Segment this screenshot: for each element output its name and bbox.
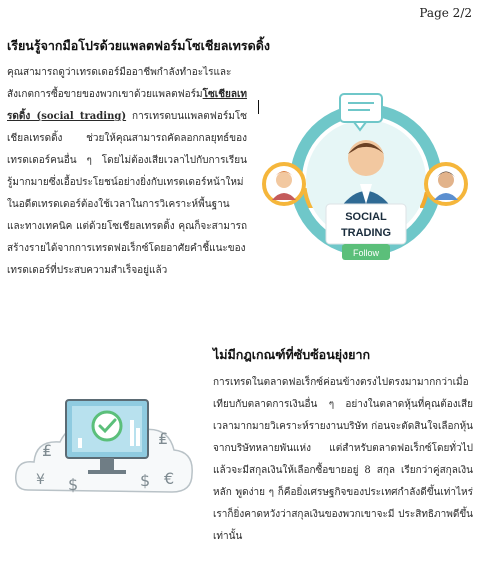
check-icon (93, 412, 121, 440)
banner-line-1: SOCIAL (345, 211, 387, 223)
dollar-icon: $ (68, 475, 79, 494)
banner-line-2: TRADING (340, 227, 392, 239)
euro-icon: € (164, 469, 175, 488)
page-number: Page 2/2 (419, 6, 472, 20)
social-trading-link[interactable]: โซเชียลเทรดดิ้ง (social trading) (7, 89, 248, 122)
trader-avatar-right (426, 164, 466, 204)
yen-icon: ¥ (36, 472, 45, 488)
follow-button-label: Follow (352, 248, 380, 258)
pound-icon: ₤ (42, 441, 53, 460)
pound-icon-right: ₤ (158, 429, 169, 448)
dollar-icon-right: $ (140, 471, 151, 490)
social-trading-illustration (262, 88, 470, 264)
text-cursor (258, 100, 259, 114)
follow-button[interactable] (342, 244, 390, 260)
paragraph-text-after: การเทรดบนแพลตฟอร์มโซเชียลเทรดดิ้ง ช่วยให้คุณสามารถคัดลอกกลยุทธ์ของเทรดเดอร์คนอื่น ๆ โดยไม่ต้องเสียเวลาไปกับการเรียนรู้มากมายซึ่งเอื้อประโยชน์อย่างยิ่งกับเทรดเดอร์หน้าใหม่ ในอดีตเทรดเดอร์ต้องใช้เวลาในการวิเคราะห์พื้นฐานและทางเทคนิค แต่ด้วยโซเชียลเทรดดิ้ง คุณก็จะสามารถสร้างรายได้จากการเทรดฟอเร็กซ์โดยอาศัยคำชี้แนะของเทรดเดอร์ที่ประสบความสำเร็จอยู่แล้ว (7, 111, 247, 276)
social-trading-paragraph (7, 62, 247, 282)
paragraph-text-before: คุณสามารถดูว่าเทรดเดอร์มืออาชีพกำลังทำอะไรและสังเกตการซื้อขายของพวกเขาด้วยแพลตฟอร์ม (7, 67, 232, 100)
no-complex-rules-paragraph: การเทรดในตลาดฟอเร็กซ์ค่อนข้างตรงไปตรงมามากกว่าเมื่อเทียบกับตลาดการเงินอื่น ๆ อย่างในตลาดหุ้นที่คุณต้องเสียเวลามากมายวิเคราะห์รายงานบริษัท ก่อนจะตัดสินใจเลือกหุ้นจากบริษัทหลายพันแห่ง แต่สำหรับตลาดฟอเร็กซ์โดยทั่วไปแล้วจะมีสกุลเงินให้เลือกซื้อขายอยู่ 8 สกุล เรียกว่าคู่สกุลเงินหลัก พูดง่าย ๆ ก็คือยิ่งเศรษฐกิจของประเทศกำลังดีขึ้นเท่าไหร่เราก็ยิ่งคาดหวังว่าสกุลเงินของพวกเขาจะมี ประสิทธิภาพดีขึ้นเท่านั้น (213, 377, 473, 542)
section-heading-social-trading: เรียนรู้จากมือโปรด้วยแพลตฟอร์มโซเชียลเทรดดิ้ง (7, 38, 270, 53)
social-trading-banner (326, 204, 406, 244)
trader-avatar-left (264, 164, 304, 204)
section-heading-no-complex-rules: ไม่มีกฎเกณฑ์ที่ซับซ้อนยุ่งยาก (213, 347, 371, 362)
forex-monitor-illustration (8, 380, 202, 512)
